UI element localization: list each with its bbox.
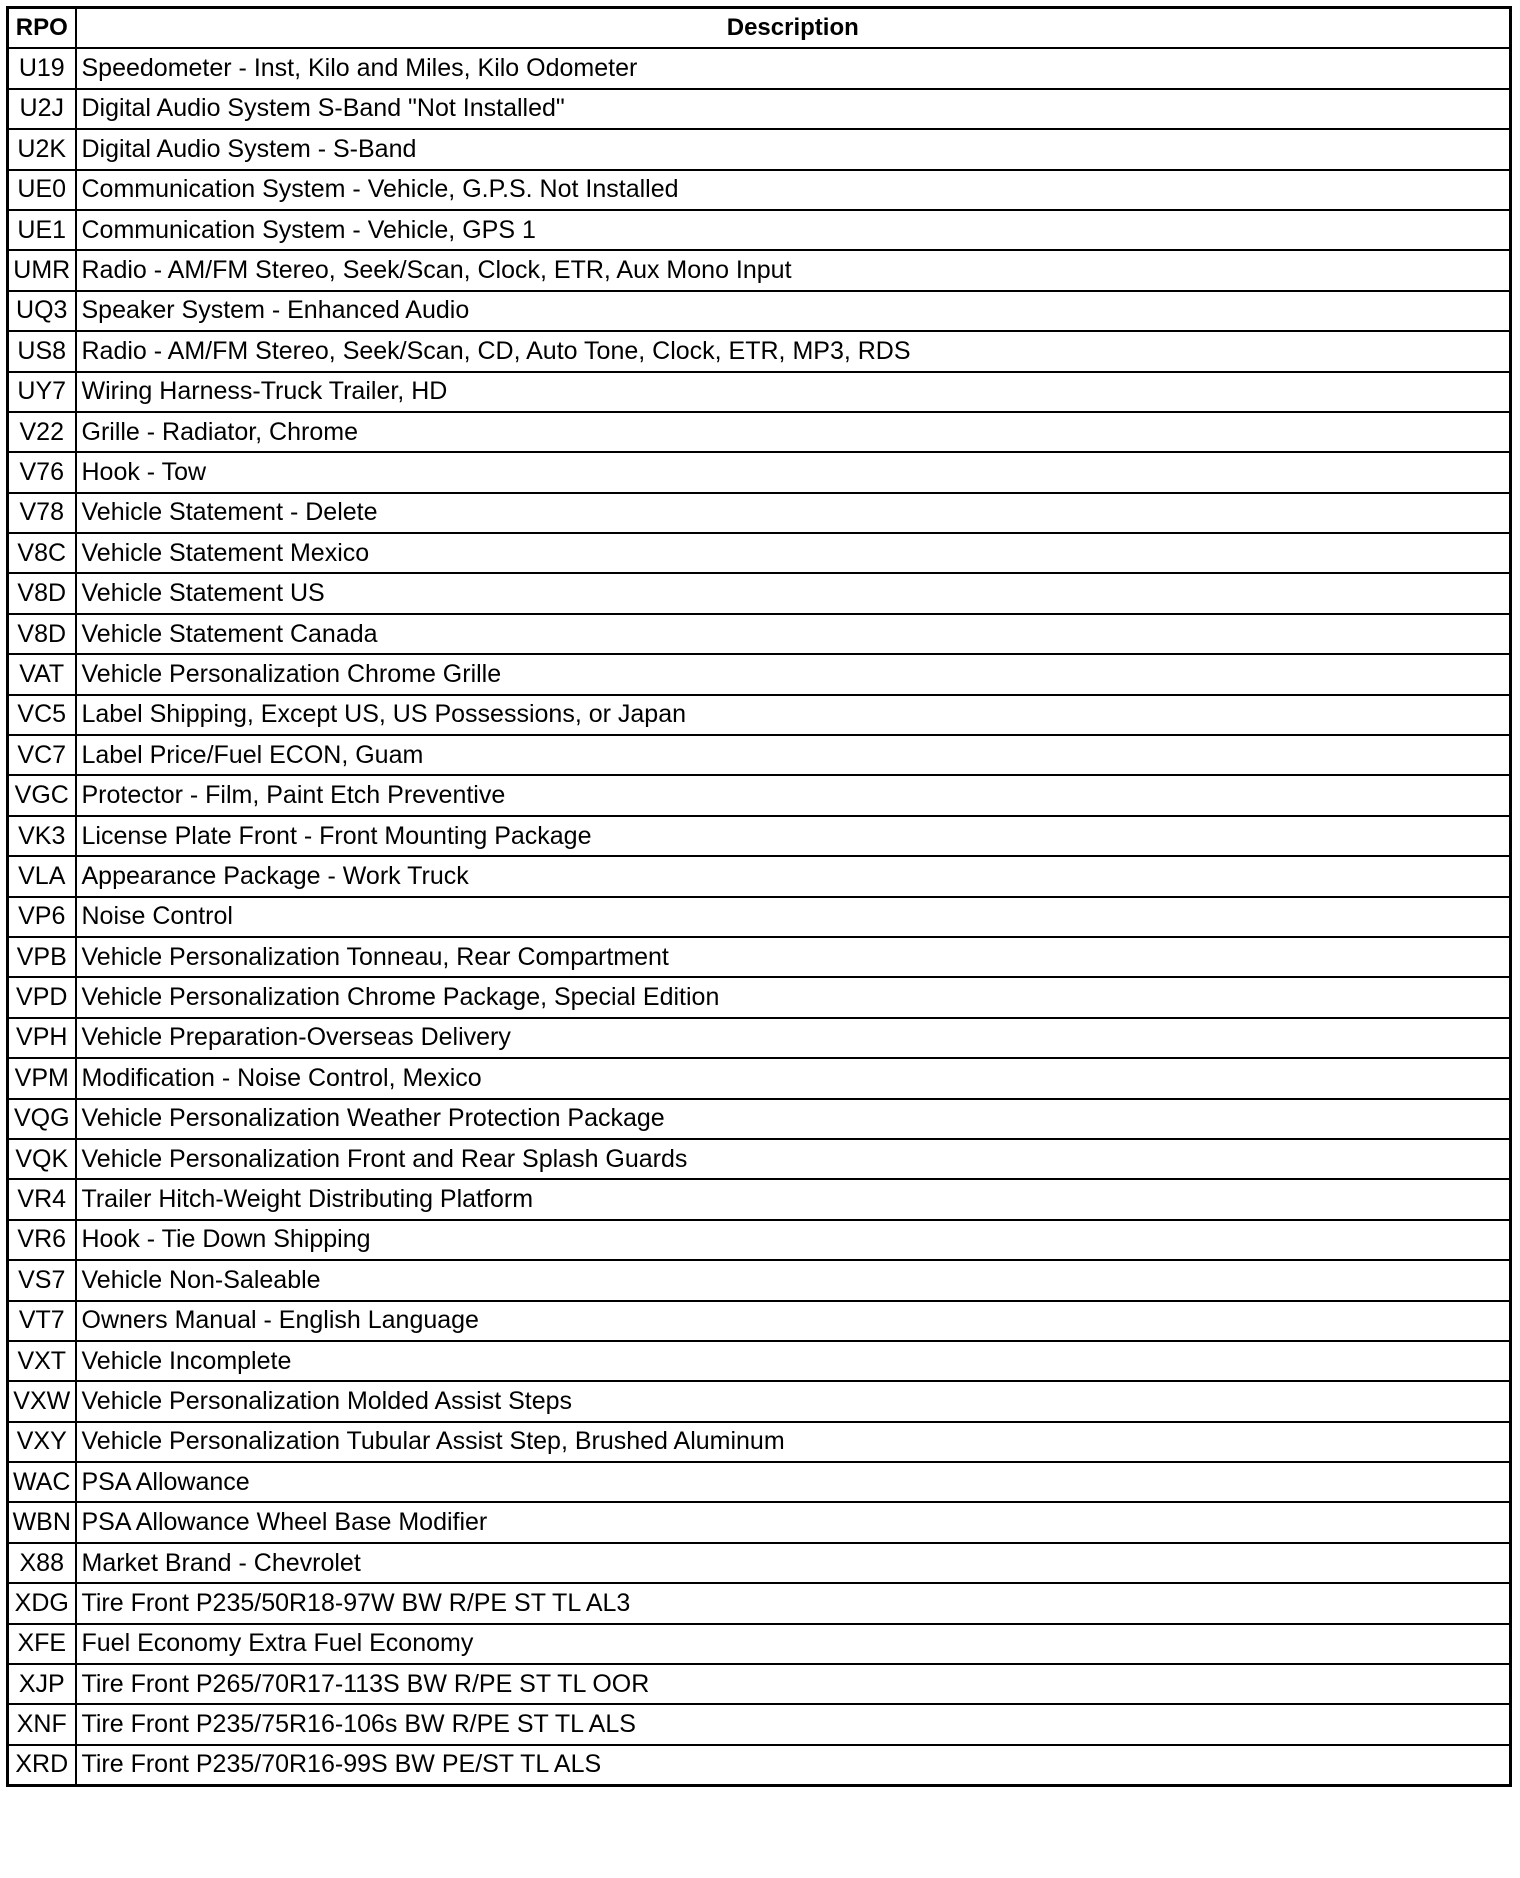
table-row <box>8 1220 1511 1260</box>
table-row <box>8 1745 1511 1786</box>
description-cell: Vehicle Personalization Tonneau, Rear Compartment <box>76 937 1511 977</box>
rpo-code-cell: VGC <box>8 775 76 815</box>
description-cell: Digital Audio System - S-Band <box>76 129 1511 169</box>
table-row <box>8 1260 1511 1300</box>
rpo-column-header: RPO <box>8 8 76 49</box>
description-cell: Vehicle Personalization Chrome Grille <box>76 654 1511 694</box>
rpo-code-cell: VR6 <box>8 1220 76 1260</box>
table-row <box>8 856 1511 896</box>
table-row <box>8 1099 1511 1139</box>
table-row <box>8 937 1511 977</box>
rpo-code-cell: VT7 <box>8 1301 76 1341</box>
table-row <box>8 372 1511 412</box>
description-cell: Vehicle Personalization Front and Rear Splash Guards <box>76 1139 1511 1179</box>
rpo-code-cell: VPB <box>8 937 76 977</box>
table-row <box>8 735 1511 775</box>
rpo-code-cell: XJP <box>8 1664 76 1704</box>
table-row <box>8 1341 1511 1381</box>
table-row <box>8 1704 1511 1744</box>
table-row <box>8 977 1511 1017</box>
table-row <box>8 48 1511 88</box>
description-cell: License Plate Front - Front Mounting Package <box>76 816 1511 856</box>
description-cell: Appearance Package - Work Truck <box>76 856 1511 896</box>
table-row <box>8 654 1511 694</box>
table-body <box>8 48 1511 1785</box>
rpo-code-cell: VAT <box>8 654 76 694</box>
rpo-code-cell: V8D <box>8 573 76 613</box>
description-cell: Vehicle Incomplete <box>76 1341 1511 1381</box>
rpo-code-cell: VXY <box>8 1422 76 1462</box>
rpo-table <box>6 6 1512 1787</box>
rpo-code-cell: VC5 <box>8 695 76 735</box>
description-cell: Vehicle Statement Canada <box>76 614 1511 654</box>
rpo-code-cell: VPD <box>8 977 76 1017</box>
description-cell: Vehicle Personalization Weather Protection Package <box>76 1099 1511 1139</box>
description-cell: Wiring Harness-Truck Trailer, HD <box>76 372 1511 412</box>
rpo-code-cell: VC7 <box>8 735 76 775</box>
description-cell: Radio - AM/FM Stereo, Seek/Scan, Clock, ETR, Aux Mono Input <box>76 250 1511 290</box>
table-row <box>8 1301 1511 1341</box>
rpo-code-cell: UE0 <box>8 170 76 210</box>
table-row <box>8 170 1511 210</box>
description-cell: Fuel Economy Extra Fuel Economy <box>76 1624 1511 1664</box>
table-row <box>8 1422 1511 1462</box>
description-cell: Label Shipping, Except US, US Possessions, or Japan <box>76 695 1511 735</box>
description-cell: Communication System - Vehicle, GPS 1 <box>76 210 1511 250</box>
description-cell: Speedometer - Inst, Kilo and Miles, Kilo Odometer <box>76 48 1511 88</box>
table-row <box>8 1139 1511 1179</box>
table-row <box>8 493 1511 533</box>
table-row <box>8 291 1511 331</box>
table-row <box>8 1018 1511 1058</box>
table-row <box>8 1502 1511 1542</box>
table-row <box>8 533 1511 573</box>
rpo-code-cell: VK3 <box>8 816 76 856</box>
rpo-code-cell: VP6 <box>8 897 76 937</box>
table-row <box>8 775 1511 815</box>
description-cell: Modification - Noise Control, Mexico <box>76 1058 1511 1098</box>
description-cell: Vehicle Statement US <box>76 573 1511 613</box>
rpo-code-cell: WAC <box>8 1462 76 1502</box>
description-cell: Speaker System - Enhanced Audio <box>76 291 1511 331</box>
rpo-code-cell: VXT <box>8 1341 76 1381</box>
description-cell: Vehicle Preparation-Overseas Delivery <box>76 1018 1511 1058</box>
table-row <box>8 1583 1511 1623</box>
table-row <box>8 695 1511 735</box>
description-cell: Digital Audio System S-Band "Not Installed" <box>76 89 1511 129</box>
rpo-code-cell: VXW <box>8 1381 76 1421</box>
description-column-header: Description <box>76 8 1511 49</box>
description-cell: Vehicle Personalization Molded Assist Steps <box>76 1381 1511 1421</box>
description-cell: Vehicle Personalization Tubular Assist Step, Brushed Aluminum <box>76 1422 1511 1462</box>
rpo-code-cell: UE1 <box>8 210 76 250</box>
rpo-code-cell: V76 <box>8 452 76 492</box>
rpo-code-cell: VQK <box>8 1139 76 1179</box>
description-cell: Tire Front P235/75R16-106s BW R/PE ST TL ALS <box>76 1704 1511 1744</box>
description-cell: Grille - Radiator, Chrome <box>76 412 1511 452</box>
description-cell: Vehicle Statement Mexico <box>76 533 1511 573</box>
rpo-code-cell: VLA <box>8 856 76 896</box>
description-cell: Trailer Hitch-Weight Distributing Platform <box>76 1179 1511 1219</box>
table-row <box>8 1179 1511 1219</box>
rpo-code-cell: XRD <box>8 1745 76 1786</box>
description-cell: Vehicle Statement - Delete <box>76 493 1511 533</box>
table-row <box>8 89 1511 129</box>
description-cell: Tire Front P265/70R17-113S BW R/PE ST TL OOR <box>76 1664 1511 1704</box>
rpo-code-cell: VQG <box>8 1099 76 1139</box>
rpo-code-cell: UQ3 <box>8 291 76 331</box>
description-cell: Hook - Tie Down Shipping <box>76 1220 1511 1260</box>
description-cell: PSA Allowance Wheel Base Modifier <box>76 1502 1511 1542</box>
table-row <box>8 1462 1511 1502</box>
rpo-code-cell: WBN <box>8 1502 76 1542</box>
rpo-code-cell: UY7 <box>8 372 76 412</box>
description-cell: Radio - AM/FM Stereo, Seek/Scan, CD, Auto Tone, Clock, ETR, MP3, RDS <box>76 331 1511 371</box>
table-row <box>8 1058 1511 1098</box>
table-row <box>8 452 1511 492</box>
description-cell: Tire Front P235/70R16-99S BW PE/ST TL ALS <box>76 1745 1511 1786</box>
rpo-code-cell: V78 <box>8 493 76 533</box>
description-cell: Noise Control <box>76 897 1511 937</box>
rpo-code-cell: US8 <box>8 331 76 371</box>
rpo-code-cell: V8C <box>8 533 76 573</box>
table-header <box>8 8 1511 49</box>
table-row <box>8 250 1511 290</box>
table-row <box>8 331 1511 371</box>
table-row <box>8 1624 1511 1664</box>
table-row <box>8 1381 1511 1421</box>
table-row <box>8 897 1511 937</box>
description-cell: Communication System - Vehicle, G.P.S. Not Installed <box>76 170 1511 210</box>
rpo-code-cell: U2J <box>8 89 76 129</box>
rpo-code-cell: U19 <box>8 48 76 88</box>
description-cell: Owners Manual - English Language <box>76 1301 1511 1341</box>
table-row <box>8 614 1511 654</box>
table-row <box>8 816 1511 856</box>
rpo-code-cell: UMR <box>8 250 76 290</box>
table-row <box>8 210 1511 250</box>
rpo-code-cell: XFE <box>8 1624 76 1664</box>
table-row <box>8 573 1511 613</box>
description-cell: PSA Allowance <box>76 1462 1511 1502</box>
table-row <box>8 412 1511 452</box>
table-row <box>8 1664 1511 1704</box>
description-cell: Tire Front P235/50R18-97W BW R/PE ST TL AL3 <box>76 1583 1511 1623</box>
rpo-code-cell: VPH <box>8 1018 76 1058</box>
rpo-code-cell: VS7 <box>8 1260 76 1300</box>
rpo-code-cell: XNF <box>8 1704 76 1744</box>
rpo-code-cell: U2K <box>8 129 76 169</box>
rpo-code-cell: V22 <box>8 412 76 452</box>
description-cell: Vehicle Personalization Chrome Package, Special Edition <box>76 977 1511 1017</box>
description-cell: Protector - Film, Paint Etch Preventive <box>76 775 1511 815</box>
rpo-code-cell: X88 <box>8 1543 76 1583</box>
rpo-code-cell: VR4 <box>8 1179 76 1219</box>
description-cell: Label Price/Fuel ECON, Guam <box>76 735 1511 775</box>
description-cell: Market Brand - Chevrolet <box>76 1543 1511 1583</box>
description-cell: Vehicle Non-Saleable <box>76 1260 1511 1300</box>
header-row <box>8 8 1511 49</box>
rpo-code-cell: V8D <box>8 614 76 654</box>
table-row <box>8 1543 1511 1583</box>
description-cell: Hook - Tow <box>76 452 1511 492</box>
table-row <box>8 129 1511 169</box>
rpo-code-cell: XDG <box>8 1583 76 1623</box>
rpo-code-cell: VPM <box>8 1058 76 1098</box>
